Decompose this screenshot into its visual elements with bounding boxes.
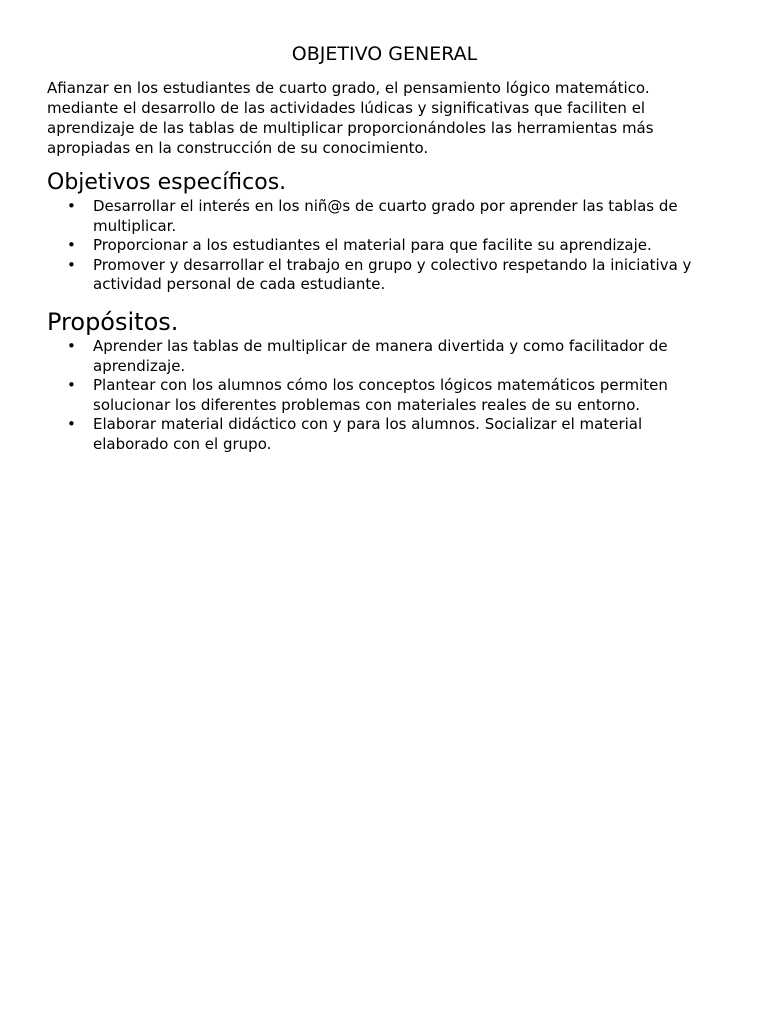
list-item-text: Promover y desarrollar el trabajo en grupo y colectivo respetando la iniciativa y actividad personal de cada estudiante. xyxy=(93,255,692,294)
document-title: OBJETIVO GENERAL xyxy=(291,43,478,65)
list-item xyxy=(47,415,722,454)
list-item xyxy=(47,256,722,295)
list-item-text: Elaborar material didáctico con y para los alumnos. Socializar el material elaborado con el grupo. xyxy=(93,415,643,453)
list-item xyxy=(47,236,722,256)
list-item xyxy=(47,376,722,415)
section-heading-propositos: Propósitos. xyxy=(47,307,179,336)
list-item-text: Plantear con los alumnos cómo los conceptos lógicos matemáticos permiten solucionar los diferentes problemas con materiales reales de su entorno. xyxy=(93,376,668,414)
bullet-icon: • xyxy=(67,415,76,434)
list-item-text: Proporcionar a los estudiantes el material para que facilite su aprendizaje. xyxy=(93,236,652,255)
bullet-icon: • xyxy=(67,255,76,274)
bullet-icon: • xyxy=(67,376,76,395)
intro-paragraph: Afianzar en los estudiantes de cuarto grado, el pensamiento lógico matemático. mediante el desarrollo de las actividades lúdicas y significativas que faciliten el aprendizaje de las tablas de multiplicar proporcionándoles las herramientas más apropiadas en la construcción de su conocimiento. xyxy=(47,79,654,157)
objetivos-especificos-list xyxy=(47,197,722,295)
section-heading-objetivos-especificos: Objetivos específicos. xyxy=(47,170,287,195)
bullet-icon: • xyxy=(67,197,76,215)
list-item-text: Aprender las tablas de multiplicar de manera divertida y como facilitador de aprendizaje. xyxy=(93,336,668,375)
list-item-text: Desarrollar el interés en los niñ@s de cuarto grado por aprender las tablas de multiplicar. xyxy=(93,197,678,235)
bullet-icon: • xyxy=(67,236,76,255)
bullet-icon: • xyxy=(67,336,76,355)
propositos-list xyxy=(47,337,722,455)
list-item xyxy=(47,197,722,236)
list-item xyxy=(47,337,722,376)
